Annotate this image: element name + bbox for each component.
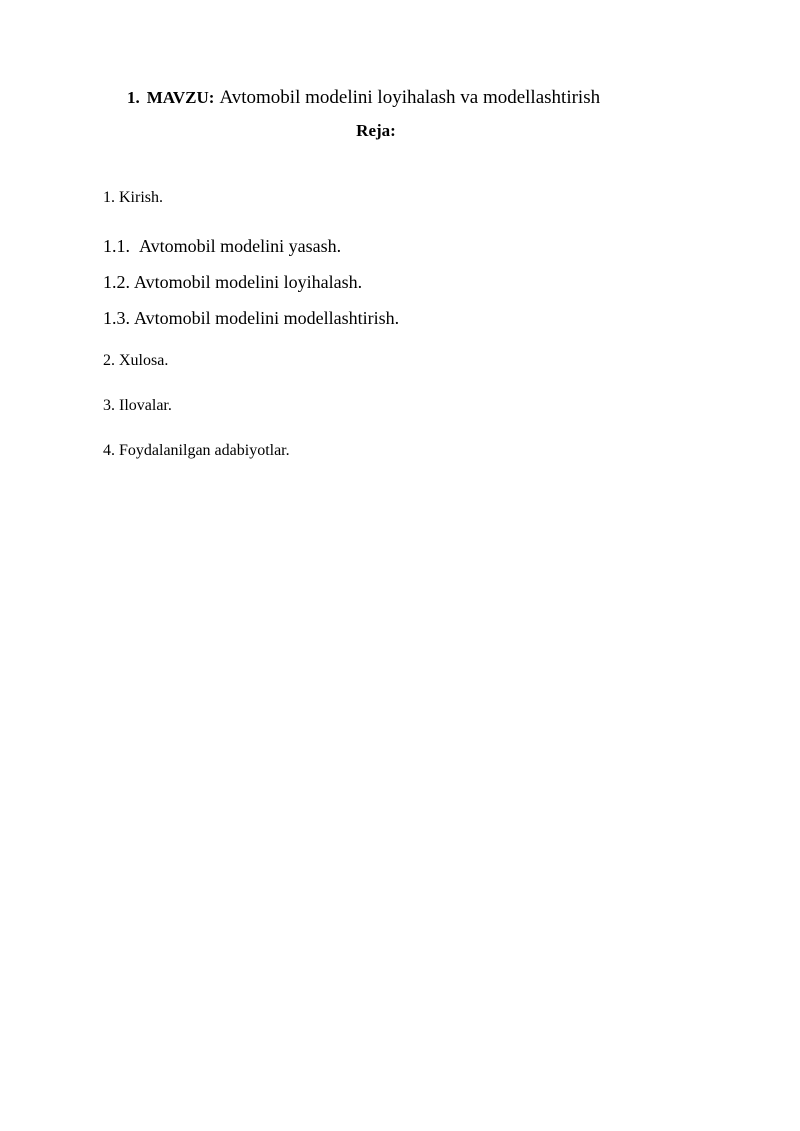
plan-item-1-3 <box>103 307 399 329</box>
plan-item-references <box>103 440 290 462</box>
topic-text: Avtomobil modelini loyihalash va modellashtirish <box>219 87 601 108</box>
plan-heading: Reja: <box>356 121 396 140</box>
topic-title <box>127 86 600 110</box>
plan-item-number: 1.3. <box>103 308 130 328</box>
plan-item-text: Avtomobil modelini loyihalash. <box>134 272 363 292</box>
plan-item-text: Foydalanilgan adabiyotlar. <box>119 442 290 459</box>
topic-number: 1. <box>127 88 140 107</box>
plan-item-text: Xulosa. <box>119 352 169 369</box>
plan-item-number: 2. <box>103 352 115 369</box>
plan-item-number: 4. <box>103 442 115 459</box>
plan-item-text: Avtomobil modelini yasash. <box>139 236 342 256</box>
plan-item-number: 1.2. <box>103 272 130 292</box>
plan-item-number: 1.1. <box>103 236 130 256</box>
plan-item-appendices <box>103 395 172 417</box>
plan-item-conclusion <box>103 350 168 372</box>
plan-item-text: Ilovalar. <box>119 397 172 414</box>
plan-item-1-1 <box>103 235 341 257</box>
plan-item-intro <box>103 187 163 209</box>
plan-item-number: 1. <box>103 189 115 206</box>
topic-label: MAVZU: <box>146 88 215 107</box>
plan-item-text: Avtomobil modelini modellashtirish. <box>134 308 400 328</box>
plan-item-number: 3. <box>103 397 115 414</box>
plan-item-1-2 <box>103 271 362 293</box>
plan-item-text: Kirish. <box>119 189 163 206</box>
